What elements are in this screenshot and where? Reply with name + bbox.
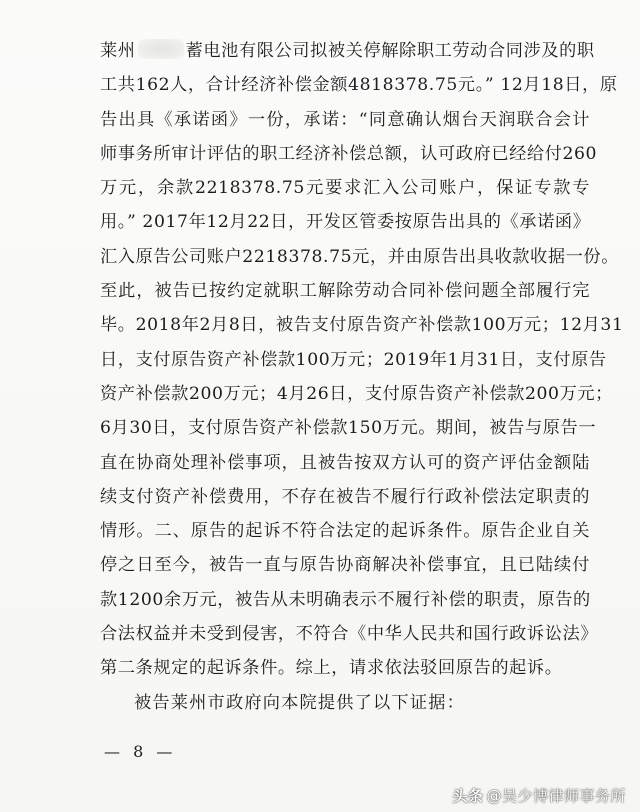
text-line: 毕。2018年2月8日，被告支付原告资产补偿款100万元；12月31 — [100, 315, 624, 336]
text-line: 工共162人，合计经济补偿金额4818378.75元。” 12月18日，原 — [100, 75, 618, 96]
text-line-indented: 被告莱州市政府向本院提供了以下证据： — [134, 692, 465, 713]
text-line: 停之日至今，被告一直与原告协商解决补偿事宜，且已陆续付 — [100, 555, 590, 576]
document-body — [100, 34, 624, 720]
text-line: 用。” 2017年12月22日，开发区管委按原告出具的《承诺函》 — [100, 212, 591, 233]
watermark-platform: 头条 — [452, 787, 484, 805]
text-line: 直在协商处理补偿事项，且被告按双方认可的资产评估金额陆 — [100, 452, 590, 473]
text-line: 6月30日，支付原告资产补偿款150万元。期间，被告与原告一 — [100, 418, 597, 439]
text-line: 情形。二、原告的起诉不符合法定的起诉条件。原告企业自关 — [100, 521, 590, 542]
watermark — [452, 785, 626, 806]
watermark-account: @吴少博律师事务所 — [486, 787, 626, 805]
text-line: 款1200余万元，被告从未明确表示不履行补偿的职责，原告的 — [100, 589, 591, 610]
redacted-name — [138, 39, 184, 59]
text-line: 日，支付原告资产补偿款100万元；2019年1月31日，支付原告 — [100, 349, 607, 370]
text-line: 汇入原告公司账户2218378.75元，并由原告出具收款收据一份。 — [100, 246, 619, 267]
text-line: 告出具《承诺函》一份，承诺：“同意确认烟台天润联合会计 — [100, 109, 590, 130]
text-line: 续支付资产补偿费用，不存在被告不履行行政补偿法定职责的 — [100, 486, 590, 507]
text-line: 师事务所审计评估的职工经济补偿总额，认可政府已经给付260 — [100, 143, 598, 164]
text-line: 至此，被告已按约定就职工解除劳动合同补偿问题全部履行完 — [100, 281, 590, 302]
text-line: 第二条规定的起诉条件。综上，请求依法驳回原告的起诉。 — [100, 658, 563, 679]
text-line: 合法权益并未受到侵害，不符合《中华人民共和国行政诉讼法》 — [100, 624, 599, 645]
text-line: 莱州 蓄电池有限公司拟被关停解除职工劳动合同涉及的职 — [100, 41, 595, 61]
text-line: 资产补偿款200万元；4月26日，支付原告资产补偿款200万元； — [100, 383, 613, 404]
page-number: — 8 — — [104, 742, 177, 761]
text-line: 万元，余款2218378.75元要求汇入公司账户，保证专款专 — [100, 178, 590, 199]
